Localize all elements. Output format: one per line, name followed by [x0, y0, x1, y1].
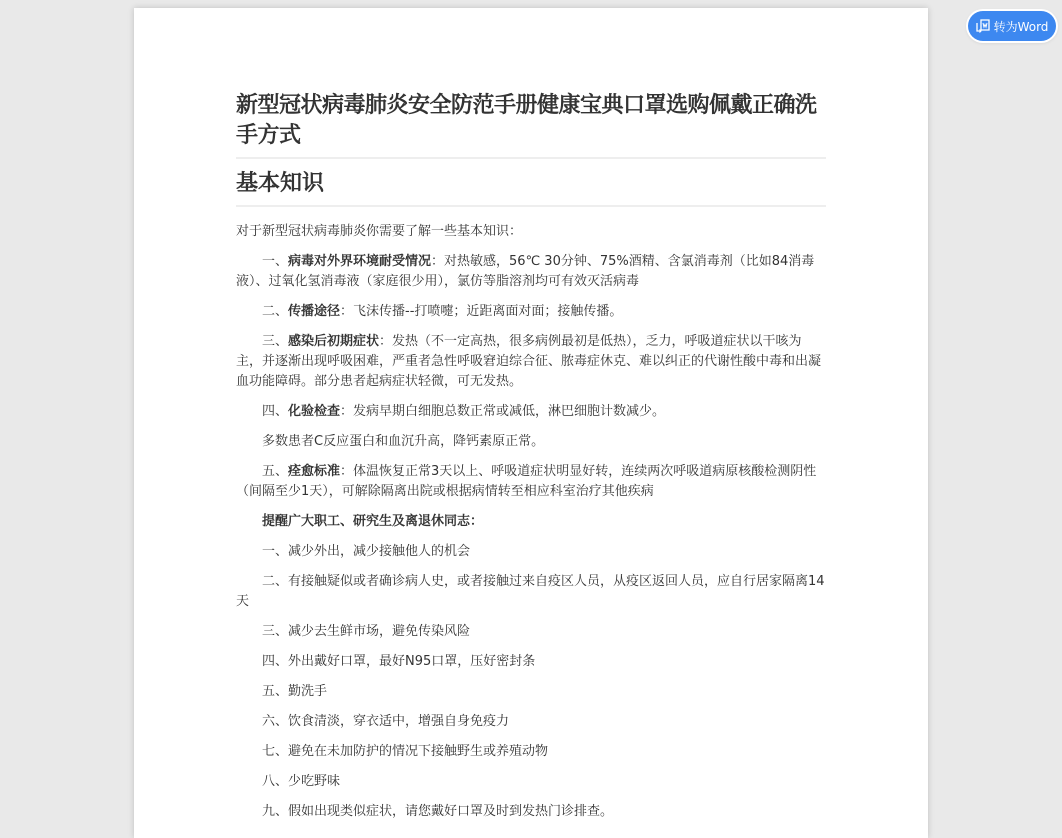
knowledge-item-1 — [236, 252, 826, 292]
knowledge-item-prefix: 四、 — [262, 404, 289, 419]
reminder-item: 三、减少去生鲜市场，避免传染风险 — [262, 624, 471, 639]
reminder-item: 四、外出戴好口罩，最好N95口罩，压好密封条 — [262, 654, 536, 669]
reminder-heading — [236, 512, 826, 532]
knowledge-item-heading: 感染后初期症状 — [288, 334, 380, 349]
reminder-item: 五、勤洗手 — [262, 684, 328, 699]
knowledge-item-2 — [236, 302, 826, 322]
recovery-text: ：体温恢复正常3天以上、呼吸道症状明显好转，连续两次呼吸道病原核酸检测阴性（间隔至少1天），可解除隔离出院或根据病情转至相应科室治疗其他疾病 — [236, 464, 817, 499]
recovery-heading: 痊愈标准 — [288, 464, 341, 479]
reminder-item: 九、假如出现类似症状，请您戴好口罩及时到发热门诊排查。 — [262, 804, 614, 819]
document-convert-icon — [976, 19, 990, 33]
document-content — [236, 91, 826, 822]
reminder-heading-text: 提醒广大职工、研究生及离退休同志： — [262, 514, 484, 529]
convert-to-word-label: 转为Word — [993, 19, 1049, 34]
reminder-item: 八、少吃野味 — [262, 774, 341, 789]
knowledge-item-text: ：发热（不一定高热，很多病例最初是低热），乏力，呼吸道症状以干咳为主，并逐渐出现呼吸困难，严重者急性呼吸窘迫综合征、脓毒症休克、难以纠正的代谢性酸中毒和出凝血功能障碍。部分患者起病症状轻微，可无发热。 — [236, 334, 822, 389]
convert-to-word-button[interactable] — [968, 11, 1056, 41]
knowledge-item-3 — [236, 332, 826, 392]
knowledge-item-text: ：飞沫传播--打喷嚏；近距离面对面；接触传播。 — [340, 304, 623, 319]
recovery-criteria — [236, 462, 826, 502]
section-title-basic-knowledge: 基本知识 — [236, 169, 826, 207]
intro-paragraph: 对于新型冠状病毒肺炎你需要了解一些基本知识： — [236, 224, 523, 239]
knowledge-item-heading: 化验检查 — [288, 404, 341, 419]
reminder-item: 七、避免在未加防护的情况下接触野生或养殖动物 — [262, 744, 549, 759]
knowledge-item-prefix: 二、 — [262, 304, 289, 319]
document-title: 新型冠状病毒肺炎安全防范手册健康宝典口罩选购佩戴正确洗手方式 — [236, 91, 826, 159]
knowledge-item-heading: 传播途径 — [288, 304, 341, 319]
lab-note: 多数患者C反应蛋白和血沉升高，降钙素原正常。 — [262, 434, 545, 449]
knowledge-item-prefix: 一、 — [262, 254, 289, 269]
document-page — [134, 8, 928, 838]
reminder-item: 六、饮食清淡，穿衣适中，增强自身免疫力 — [262, 714, 510, 729]
knowledge-item-4 — [236, 402, 826, 422]
knowledge-item-text: ：发病早期白细胞总数正常或减低，淋巴细胞计数减少。 — [340, 404, 666, 419]
recovery-prefix: 五、 — [262, 464, 289, 479]
reminder-item: 二、有接触疑似或者确诊病人史，或者接触过来自疫区人员，从疫区返回人员，应自行居家隔离14天 — [236, 574, 825, 609]
knowledge-item-text: ：对热敏感，56℃ 30分钟、75%酒精、含氯消毒剂（比如84消毒液）、过氧化氢消毒液（家庭很少用），氯仿等脂溶剂均可有效灭活病毒 — [236, 254, 815, 289]
knowledge-item-heading: 病毒对外界环境耐受情况 — [288, 254, 432, 269]
knowledge-item-prefix: 三、 — [262, 334, 289, 349]
reminder-item: 一、减少外出，减少接触他人的机会 — [262, 544, 471, 559]
